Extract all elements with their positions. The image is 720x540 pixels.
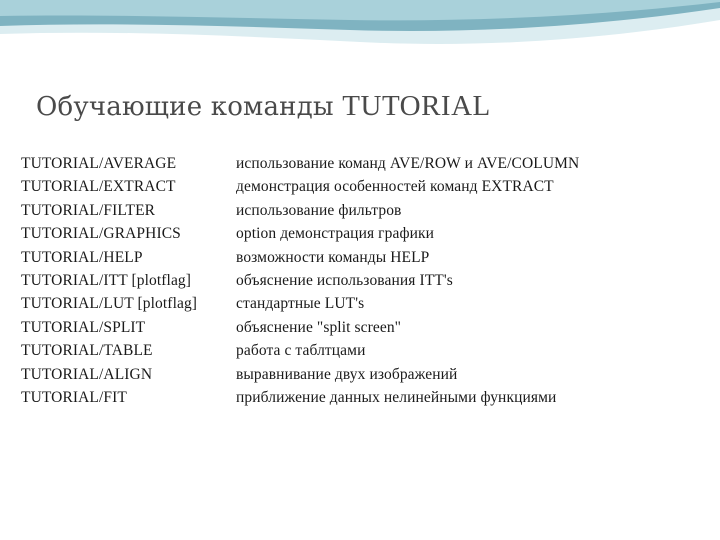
command-description: option демонстрация графики bbox=[236, 225, 435, 243]
command-description: приближение данных нелинейными функциями bbox=[236, 388, 557, 406]
command-row bbox=[0, 272, 720, 295]
command-description: объяснение использования ITT's bbox=[236, 271, 453, 289]
command-row bbox=[0, 155, 720, 178]
title-latin: TUTORIAL bbox=[342, 90, 491, 122]
command-name: TUTORIAL/GRAPHICS bbox=[21, 225, 181, 243]
command-name: TUTORIAL/FIT bbox=[21, 388, 127, 406]
command-list bbox=[0, 155, 720, 412]
command-name: TUTORIAL/FILTER bbox=[21, 201, 156, 219]
command-description: использование фильтров bbox=[236, 201, 402, 219]
command-name: TUTORIAL/LUT [plotflag] bbox=[21, 295, 198, 313]
command-row bbox=[0, 225, 720, 248]
command-row bbox=[0, 342, 720, 365]
command-description: возможности команды HELP bbox=[236, 248, 430, 266]
command-description: выравнивание двух изображений bbox=[236, 365, 458, 383]
command-name: TUTORIAL/ALIGN bbox=[21, 365, 153, 383]
command-description: демонстрация особенностей команд EXTRACT bbox=[236, 178, 554, 196]
command-name: TUTORIAL/TABLE bbox=[21, 342, 153, 360]
command-description: использование команд AVE/ROW и AVE/COLUMN bbox=[236, 155, 580, 172]
command-description: стандартные LUT's bbox=[236, 295, 365, 313]
command-description: работа с таблтцами bbox=[236, 342, 366, 360]
slide-title bbox=[36, 90, 491, 123]
command-description: объяснение "split screen" bbox=[236, 318, 402, 336]
command-row bbox=[0, 295, 720, 318]
header-wave-decoration bbox=[0, 0, 720, 66]
command-row bbox=[0, 249, 720, 272]
command-name: TUTORIAL/SPLIT bbox=[21, 318, 146, 336]
command-row bbox=[0, 202, 720, 225]
command-row bbox=[0, 178, 720, 201]
command-row bbox=[0, 319, 720, 342]
command-name: TUTORIAL/ITT [plotflag] bbox=[21, 271, 192, 289]
command-row bbox=[0, 389, 720, 412]
command-name: TUTORIAL/EXTRACT bbox=[21, 178, 176, 196]
title-cyrillic: Обучающие команды bbox=[36, 92, 343, 122]
command-name: TUTORIAL/HELP bbox=[21, 248, 143, 266]
command-name: TUTORIAL/AVERAGE bbox=[21, 155, 177, 172]
command-row bbox=[0, 366, 720, 389]
